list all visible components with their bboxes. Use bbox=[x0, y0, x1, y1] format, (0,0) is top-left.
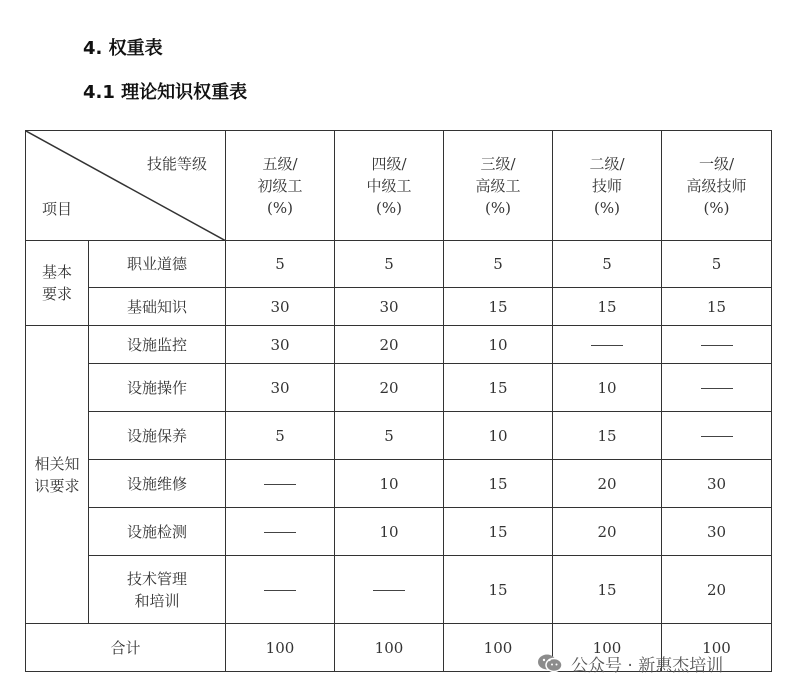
item-cell bbox=[89, 364, 226, 412]
wechat-icon bbox=[537, 653, 563, 673]
value-cell: 20 bbox=[662, 556, 772, 624]
level-header-cell bbox=[444, 131, 553, 241]
value-cell: 30 bbox=[662, 460, 772, 508]
table-row bbox=[26, 288, 772, 326]
value-cell: 30 bbox=[226, 288, 335, 326]
level-name: 二级/ bbox=[589, 154, 625, 173]
level-header-cell bbox=[553, 131, 662, 241]
diagonal-line bbox=[26, 131, 226, 241]
dash-mark bbox=[591, 345, 623, 346]
value-cell: 15 bbox=[444, 460, 553, 508]
value-cell bbox=[226, 460, 335, 508]
level-name: 五级/ bbox=[262, 154, 298, 173]
weight-table bbox=[25, 130, 772, 672]
value-cell: 10 bbox=[444, 326, 553, 364]
table-row bbox=[26, 364, 772, 412]
group-cell bbox=[26, 241, 89, 326]
value-cell: 5 bbox=[335, 412, 444, 460]
value-cell: 10 bbox=[335, 460, 444, 508]
item-label-line: 设施检测 bbox=[126, 522, 187, 541]
item-cell bbox=[89, 460, 226, 508]
value-cell bbox=[553, 326, 662, 364]
corner-header-cell bbox=[26, 131, 226, 241]
total-value-cell: 100 bbox=[662, 624, 772, 672]
level-header-cell bbox=[335, 131, 444, 241]
value-cell: 5 bbox=[226, 412, 335, 460]
header-row bbox=[26, 131, 772, 241]
level-header-cell bbox=[662, 131, 772, 241]
table-row bbox=[26, 412, 772, 460]
item-cell bbox=[89, 412, 226, 460]
dash-mark bbox=[373, 590, 405, 591]
level-name: 三级/ bbox=[480, 154, 516, 173]
level-unit: (%) bbox=[594, 198, 620, 217]
level-title: 高级工 bbox=[475, 176, 521, 195]
value-cell: 5 bbox=[335, 241, 444, 288]
value-cell bbox=[662, 412, 772, 460]
level-unit: (%) bbox=[485, 198, 511, 217]
level-unit: (%) bbox=[703, 198, 730, 217]
table-row bbox=[26, 326, 772, 364]
value-cell: 5 bbox=[226, 241, 335, 288]
dash-mark bbox=[264, 532, 296, 533]
level-unit: (%) bbox=[376, 198, 402, 217]
value-cell: 10 bbox=[335, 508, 444, 556]
value-cell: 10 bbox=[444, 412, 553, 460]
value-cell: 30 bbox=[226, 326, 335, 364]
item-label-line: 设施操作 bbox=[126, 378, 187, 397]
level-header-cell bbox=[226, 131, 335, 241]
skill-level-label: 技能等级 bbox=[146, 155, 207, 173]
value-cell: 15 bbox=[444, 364, 553, 412]
value-cell: 15 bbox=[553, 556, 662, 624]
level-title: 中级工 bbox=[366, 176, 412, 195]
dash-mark bbox=[701, 345, 733, 346]
value-cell: 15 bbox=[444, 556, 553, 624]
total-value-cell: 100 bbox=[226, 624, 335, 672]
value-cell: 20 bbox=[553, 508, 662, 556]
dash-mark bbox=[701, 436, 733, 437]
table-row bbox=[26, 460, 772, 508]
dash-mark bbox=[264, 590, 296, 591]
dash-mark bbox=[701, 388, 733, 389]
item-cell bbox=[89, 556, 226, 624]
item-label-line: 设施监控 bbox=[126, 335, 187, 354]
group-cell bbox=[26, 326, 89, 624]
item-cell bbox=[89, 326, 226, 364]
table-row bbox=[26, 556, 772, 624]
value-cell: 30 bbox=[335, 288, 444, 326]
item-cell bbox=[89, 288, 226, 326]
item-label-line: 基础知识 bbox=[126, 297, 187, 316]
table-row bbox=[26, 241, 772, 288]
total-value-cell: 100 bbox=[553, 624, 662, 672]
level-title: 技师 bbox=[591, 176, 622, 195]
item-label-line: 技术管理 bbox=[126, 569, 187, 588]
dash-mark bbox=[264, 484, 296, 485]
watermark-text: 公众号 · 新惠杰培训 bbox=[571, 655, 724, 676]
level-title: 初级工 bbox=[257, 176, 303, 195]
total-value-cell: 100 bbox=[444, 624, 553, 672]
item-label-line: 和培训 bbox=[134, 591, 180, 610]
item-label-line: 设施维修 bbox=[126, 474, 187, 493]
value-cell: 15 bbox=[553, 412, 662, 460]
total-label-cell: 合计 bbox=[26, 624, 226, 672]
total-value-cell: 100 bbox=[335, 624, 444, 672]
item-label-line: 职业道德 bbox=[126, 255, 187, 273]
value-cell bbox=[226, 556, 335, 624]
value-cell: 15 bbox=[553, 288, 662, 326]
value-cell: 20 bbox=[335, 364, 444, 412]
value-cell: 15 bbox=[444, 288, 553, 326]
group-label-line: 要求 bbox=[41, 285, 72, 303]
watermark bbox=[537, 650, 723, 676]
value-cell bbox=[335, 556, 444, 624]
level-title: 高级技师 bbox=[686, 176, 747, 195]
group-label-line: 相关知 bbox=[34, 454, 80, 473]
value-cell: 20 bbox=[335, 326, 444, 364]
value-cell: 15 bbox=[444, 508, 553, 556]
value-cell bbox=[662, 326, 772, 364]
value-cell bbox=[662, 364, 772, 412]
section-heading: 4. 权重表 bbox=[83, 38, 163, 59]
value-cell: 20 bbox=[553, 460, 662, 508]
value-cell: 30 bbox=[226, 364, 335, 412]
value-cell: 30 bbox=[662, 508, 772, 556]
item-label-line: 设施保养 bbox=[126, 426, 187, 445]
level-name: 四级/ bbox=[371, 154, 407, 173]
value-cell: 5 bbox=[444, 241, 553, 288]
item-cell bbox=[89, 508, 226, 556]
value-cell: 15 bbox=[662, 288, 772, 326]
level-unit: (%) bbox=[267, 198, 293, 217]
item-cell bbox=[89, 241, 226, 288]
group-label-line: 识要求 bbox=[34, 476, 80, 495]
level-name: 一级/ bbox=[698, 154, 735, 173]
value-cell: 5 bbox=[553, 241, 662, 288]
value-cell bbox=[226, 508, 335, 556]
value-cell: 10 bbox=[553, 364, 662, 412]
value-cell: 5 bbox=[662, 241, 772, 288]
item-label: 项目 bbox=[42, 200, 73, 218]
group-label-line: 基本 bbox=[41, 263, 72, 281]
subsection-heading: 4.1 理论知识权重表 bbox=[83, 82, 248, 103]
table-row bbox=[26, 508, 772, 556]
